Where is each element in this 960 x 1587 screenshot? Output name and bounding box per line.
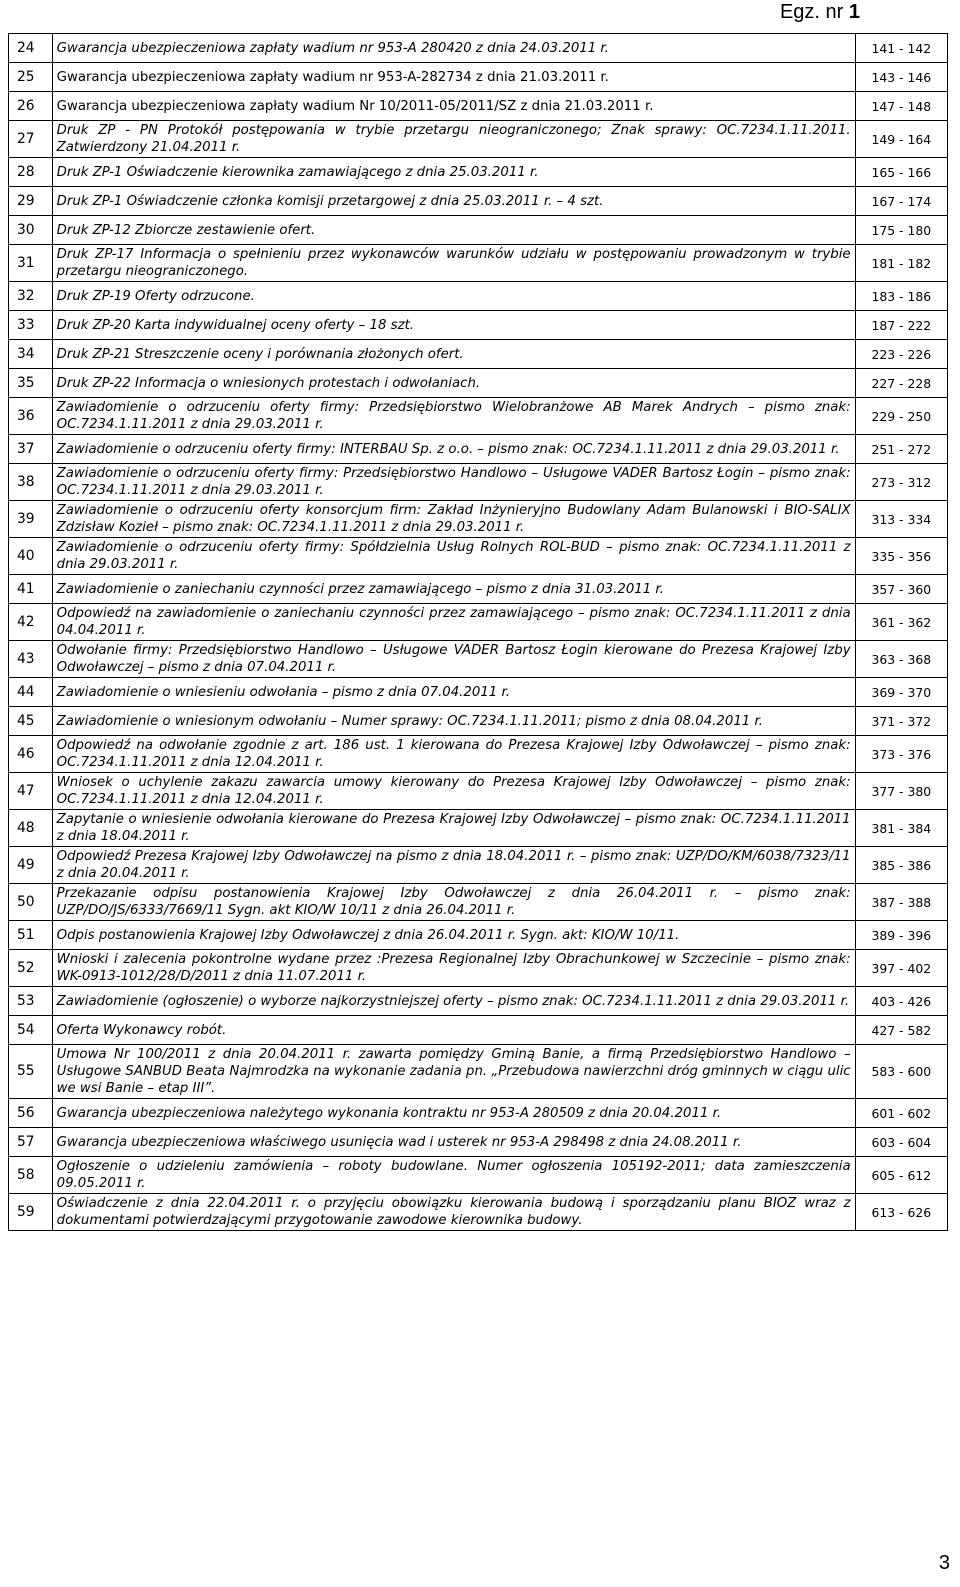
document-description: Druk ZP-1 Oświadczenie członka komisji przetargowej z dnia 25.03.2011 r. – 4 szt. (52, 187, 855, 216)
page-range: 361 - 362 (855, 604, 947, 641)
page-range: 613 - 626 (855, 1194, 947, 1231)
copy-number: 1 (848, 1, 860, 23)
document-description: Druk ZP-1 Oświadczenie kierownika zamawiającego z dnia 25.03.2011 r. (52, 158, 855, 187)
page-range: 583 - 600 (855, 1045, 947, 1099)
row-number: 30 (9, 216, 53, 245)
table-row (9, 1099, 948, 1128)
document-description: Zawiadomienie o wniesionym odwołaniu – Numer sprawy: OC.7234.1.11.2011; pismo z dnia 08.04.2011 r. (52, 707, 855, 736)
page-range: 183 - 186 (855, 282, 947, 311)
table-row (9, 501, 948, 538)
page-range: 251 - 272 (855, 435, 947, 464)
table-row (9, 340, 948, 369)
row-number: 46 (9, 736, 53, 773)
row-number: 58 (9, 1157, 53, 1194)
page-range: 143 - 146 (855, 63, 947, 92)
copy-number-header (780, 0, 860, 24)
row-number: 44 (9, 678, 53, 707)
page-range: 397 - 402 (855, 950, 947, 987)
row-number: 32 (9, 282, 53, 311)
table-row (9, 707, 948, 736)
page-range: 427 - 582 (855, 1016, 947, 1045)
document-description: Odpowiedź na odwołanie zgodnie z art. 186 ust. 1 kierowana do Prezesa Krajowej Izby Odwoławczej – pismo znak: OC.7234.1.11.2011 z dnia 12.04.2011 r. (52, 736, 855, 773)
table-row (9, 369, 948, 398)
page-range: 387 - 388 (855, 884, 947, 921)
page-range: 603 - 604 (855, 1128, 947, 1157)
table-row (9, 282, 948, 311)
table-row (9, 187, 948, 216)
document-description: Zawiadomienie (ogłoszenie) o wyborze najkorzystniejszej oferty – pismo znak: OC.7234.1.11.2011 z dnia 29.03.2011 r. (52, 987, 855, 1016)
row-number: 51 (9, 921, 53, 950)
table-row (9, 311, 948, 340)
row-number: 53 (9, 987, 53, 1016)
document-description: Zawiadomienie o odrzuceniu oferty firmy: Przedsiębiorstwo Wielobranżowe AB Marek Andrych – pismo znak: OC.7234.1.11.2011 z dnia 29.03.2011 r. (52, 398, 855, 435)
document-description: Druk ZP-12 Zbiorcze zestawienie ofert. (52, 216, 855, 245)
document-description: Zawiadomienie o zaniechaniu czynności przez zamawiającego – pismo z dnia 31.03.2011 r. (52, 575, 855, 604)
table-row (9, 121, 948, 158)
table-row (9, 641, 948, 678)
document-description: Odpowiedź na zawiadomienie o zaniechaniu czynności przez zamawiającego – pismo znak: OC.7234.1.11.2011 z dnia 04.04.2011 r. (52, 604, 855, 641)
document-description: Gwarancja ubezpieczeniowa należytego wykonania kontraktu nr 953-A 280509 z dnia 20.04.2011 r. (52, 1099, 855, 1128)
document-description: Druk ZP-21 Streszczenie oceny i porównania złożonych ofert. (52, 340, 855, 369)
page-range: 141 - 142 (855, 34, 947, 63)
document-description: Umowa Nr 100/2011 z dnia 20.04.2011 r. zawarta pomiędzy Gminą Banie, a firmą Przedsiębiorstwo Handlowo – Usługowe SANBUD Beata Najmrodzka na wykonanie zadania pn. „Przebudowa nawierzchni dróg gminnych w ciągu ulic we wsi Banie – etap III”. (52, 1045, 855, 1099)
page-range: 369 - 370 (855, 678, 947, 707)
document-description: Druk ZP-17 Informacja o spełnieniu przez wykonawców warunków udziału w postępowaniu prowadzonym w trybie przetargu nieograniczonego. (52, 245, 855, 282)
table-row (9, 1128, 948, 1157)
row-number: 50 (9, 884, 53, 921)
row-number: 48 (9, 810, 53, 847)
table-row (9, 810, 948, 847)
document-description: Zawiadomienie o odrzuceniu oferty konsorcjum firm: Zakład Inżynieryjno Budowlany Adam Bulanowski i BIO-SALIX Zdzisław Kozieł – pismo znak: OC.7234.1.11.2011 z dnia 29.03.2011 r. (52, 501, 855, 538)
page-range: 227 - 228 (855, 369, 947, 398)
row-number: 25 (9, 63, 53, 92)
page-range: 273 - 312 (855, 464, 947, 501)
table-row (9, 950, 948, 987)
page-range: 605 - 612 (855, 1157, 947, 1194)
table-row (9, 575, 948, 604)
row-number: 52 (9, 950, 53, 987)
document-description: Gwarancja ubezpieczeniowa zapłaty wadium Nr 10/2011-05/2011/SZ z dnia 21.03.2011 r. (52, 92, 855, 121)
table-row (9, 736, 948, 773)
page-range: 601 - 602 (855, 1099, 947, 1128)
page-range: 165 - 166 (855, 158, 947, 187)
row-number: 31 (9, 245, 53, 282)
page-range: 313 - 334 (855, 501, 947, 538)
document-description: Druk ZP - PN Protokół postępowania w trybie przetargu nieograniczonego; Znak sprawy: OC.7234.1.11.2011. Zatwierdzony 21.04.2011 r. (52, 121, 855, 158)
table-row (9, 1194, 948, 1231)
row-number: 59 (9, 1194, 53, 1231)
document-description: Zapytanie o wniesienie odwołania kierowane do Prezesa Krajowej Izby Odwoławczej – pismo znak: OC.7234.1.11.2011 z dnia 18.04.2011 r. (52, 810, 855, 847)
table-row (9, 435, 948, 464)
table-row (9, 158, 948, 187)
page-number: 3 (938, 1552, 950, 1574)
row-number: 57 (9, 1128, 53, 1157)
document-description: Zawiadomienie o odrzuceniu oferty firmy: INTERBAU Sp. z o.o. – pismo znak: OC.7234.1.11.2011 z dnia 29.03.2011 r. (52, 435, 855, 464)
row-number: 56 (9, 1099, 53, 1128)
document-description: Odpis postanowienia Krajowej Izby Odwoławczej z dnia 26.04.2011 r. Sygn. akt: KIO/W 10/11. (52, 921, 855, 950)
table-row (9, 464, 948, 501)
page-range: 147 - 148 (855, 92, 947, 121)
page-range: 363 - 368 (855, 641, 947, 678)
page-range: 357 - 360 (855, 575, 947, 604)
row-number: 29 (9, 187, 53, 216)
table-row (9, 604, 948, 641)
table-row (9, 398, 948, 435)
page-range: 175 - 180 (855, 216, 947, 245)
document-description: Wnioski i zalecenia pokontrolne wydane przez :Prezesa Regionalnej Izby Obrachunkowej w Szczecinie – pismo znak: WK-0913-1012/28/D/2011 z dnia 11.07.2011 r. (52, 950, 855, 987)
document-description: Wniosek o uchylenie zakazu zawarcia umowy kierowany do Prezesa Krajowej Izby Odwoławczej – pismo znak: OC.7234.1.11.2011 z dnia 12.04.2011 r. (52, 773, 855, 810)
row-number: 38 (9, 464, 53, 501)
page-range: 377 - 380 (855, 773, 947, 810)
row-number: 34 (9, 340, 53, 369)
row-number: 41 (9, 575, 53, 604)
row-number: 36 (9, 398, 53, 435)
row-number: 45 (9, 707, 53, 736)
table-row (9, 678, 948, 707)
table-row (9, 921, 948, 950)
document-description: Zawiadomienie o wniesieniu odwołania – pismo z dnia 07.04.2011 r. (52, 678, 855, 707)
table-row (9, 34, 948, 63)
table-row (9, 1045, 948, 1099)
page-range: 223 - 226 (855, 340, 947, 369)
row-number: 24 (9, 34, 53, 63)
document-description: Gwarancja ubezpieczeniowa zapłaty wadium nr 953-A-282734 z dnia 21.03.2011 r. (52, 63, 855, 92)
page-range: 167 - 174 (855, 187, 947, 216)
row-number: 40 (9, 538, 53, 575)
row-number: 26 (9, 92, 53, 121)
document-description: Druk ZP-19 Oferty odrzucone. (52, 282, 855, 311)
row-number: 43 (9, 641, 53, 678)
page-range: 389 - 396 (855, 921, 947, 950)
page-range: 229 - 250 (855, 398, 947, 435)
table-row (9, 987, 948, 1016)
table-row (9, 538, 948, 575)
page-range: 381 - 384 (855, 810, 947, 847)
row-number: 39 (9, 501, 53, 538)
row-number: 55 (9, 1045, 53, 1099)
document-description: Przekazanie odpisu postanowienia Krajowej Izby Odwoławczej z dnia 26.04.2011 r. – pismo znak: UZP/DO/JS/6333/7669/11 Sygn. akt KIO/W 10/11 z dnia 26.04.2011 r. (52, 884, 855, 921)
table-row (9, 1016, 948, 1045)
document-description: Zawiadomienie o odrzuceniu oferty firmy: Przedsiębiorstwo Handlowo – Usługowe VADER Bartosz Łogin – pismo znak: OC.7234.1.11.2011 z dnia 29.03.2011 r. (52, 464, 855, 501)
page-range: 181 - 182 (855, 245, 947, 282)
document-description: Odwołanie firmy: Przedsiębiorstwo Handlowo – Usługowe VADER Bartosz Łogin kierowane do Prezesa Krajowej Izby Odwoławczej – pismo z dnia 07.04.2011 r. (52, 641, 855, 678)
row-number: 37 (9, 435, 53, 464)
page-range: 403 - 426 (855, 987, 947, 1016)
documents-table (8, 33, 948, 1231)
document-description: Gwarancja ubezpieczeniowa zapłaty wadium nr 953-A 280420 z dnia 24.03.2011 r. (52, 34, 855, 63)
document-description: Zawiadomienie o odrzuceniu oferty firmy: Spółdzielnia Usług Rolnych ROL-BUD – pismo znak: OC.7234.1.11.2011 z dnia 29.03.2011 r. (52, 538, 855, 575)
row-number: 27 (9, 121, 53, 158)
table-row (9, 63, 948, 92)
copy-label: Egz. nr (779, 1, 844, 23)
page-range: 371 - 372 (855, 707, 947, 736)
document-description: Odpowiedź Prezesa Krajowej Izby Odwoławczej na pismo z dnia 18.04.2011 r. – pismo znak: UZP/DO/KM/6038/7323/11 z dnia 20.04.2011 r. (52, 847, 855, 884)
page-range: 187 - 222 (855, 311, 947, 340)
row-number: 47 (9, 773, 53, 810)
table-row (9, 847, 948, 884)
table-row (9, 884, 948, 921)
row-number: 28 (9, 158, 53, 187)
page-range: 335 - 356 (855, 538, 947, 575)
document-description: Druk ZP-22 Informacja o wniesionych protestach i odwołaniach. (52, 369, 855, 398)
page-range: 149 - 164 (855, 121, 947, 158)
row-number: 42 (9, 604, 53, 641)
document-description: Gwarancja ubezpieczeniowa właściwego usunięcia wad i usterek nr 953-A 298498 z dnia 24.08.2011 r. (52, 1128, 855, 1157)
page-range: 385 - 386 (855, 847, 947, 884)
document-description: Oświadczenie z dnia 22.04.2011 r. o przyjęciu obowiązku kierowania budową i sporządzaniu planu BIOZ wraz z dokumentami potwierdzającymi przygotowanie zawodowe kierownika budowy. (52, 1194, 855, 1231)
table-row (9, 245, 948, 282)
row-number: 54 (9, 1016, 53, 1045)
documents-table-body (9, 34, 948, 1231)
row-number: 49 (9, 847, 53, 884)
table-row (9, 773, 948, 810)
document-description: Ogłoszenie o udzieleniu zamówienia – roboty budowlane. Numer ogłoszenia 105192-2011; data zamieszczenia 09.05.2011 r. (52, 1157, 855, 1194)
document-description: Oferta Wykonawcy robót. (52, 1016, 855, 1045)
row-number: 35 (9, 369, 53, 398)
row-number: 33 (9, 311, 53, 340)
document-description: Druk ZP-20 Karta indywidualnej oceny oferty – 18 szt. (52, 311, 855, 340)
table-row (9, 92, 948, 121)
page-range: 373 - 376 (855, 736, 947, 773)
table-row (9, 1157, 948, 1194)
table-row (9, 216, 948, 245)
